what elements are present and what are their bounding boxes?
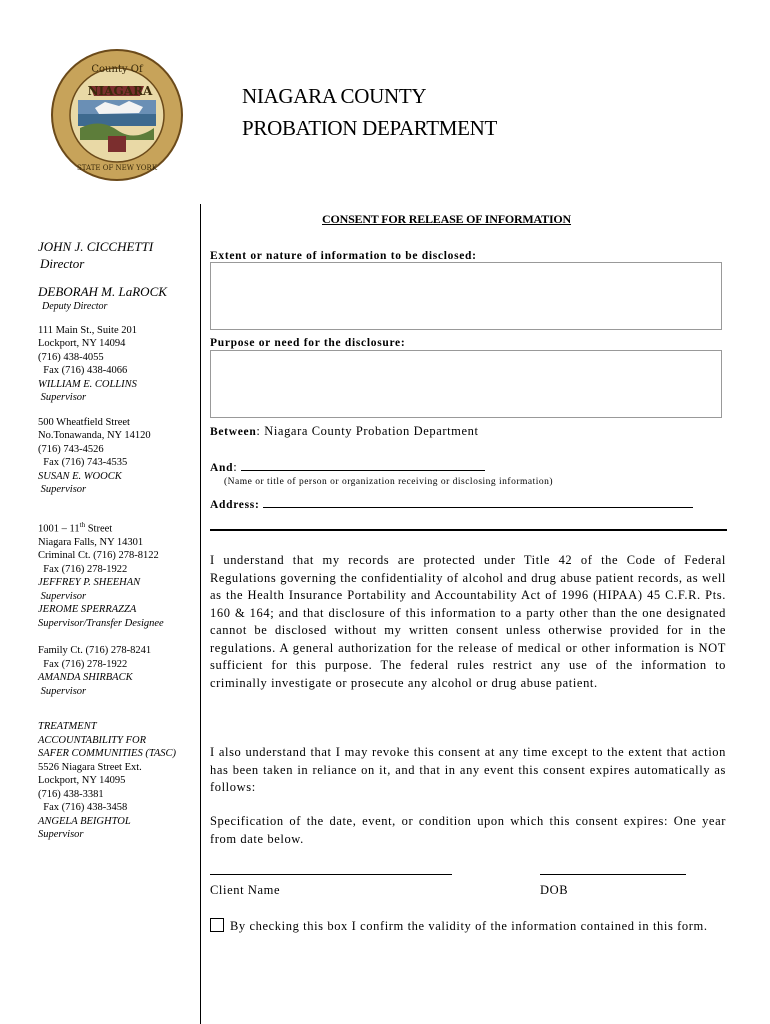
office-tasc	[38, 720, 198, 842]
address-line: No.Tonawanda, NY 14120	[38, 430, 151, 441]
section-divider	[210, 529, 727, 531]
fax-line: Fax (716) 438-4066	[38, 365, 128, 376]
program-name: TREATMENT	[38, 721, 97, 732]
fax-line: Fax (716) 278-1922	[38, 563, 128, 575]
sidebar-directory	[38, 238, 198, 842]
and-label: And	[210, 462, 234, 474]
between-label: Between	[210, 426, 257, 438]
office-tonawanda	[38, 416, 198, 497]
address-line: 5526 Niagara Street Ext.	[38, 761, 142, 773]
extent-label: Extent or nature of information to be disclosed:	[210, 250, 477, 262]
confirm-checkbox[interactable]	[210, 918, 224, 932]
office-lockport	[38, 324, 198, 405]
director-name: JOHN J. CICCHETTI	[38, 239, 154, 254]
street-name: Street	[85, 523, 113, 534]
supervisor-title: Supervisor/Transfer Designee	[38, 617, 164, 629]
and-input-line[interactable]	[241, 458, 485, 471]
address-line: Lockport, NY 14095	[38, 775, 126, 786]
fax-line: Fax (716) 438-3458	[38, 802, 128, 813]
supervisor-title: Supervisor	[38, 484, 87, 495]
supervisor-name: JEFFREY P. SHEEHAN	[38, 577, 141, 588]
seal-text-bottom: STATE OF NEW YORK	[76, 164, 158, 172]
purpose-field[interactable]	[210, 350, 722, 418]
client-name-line[interactable]	[210, 866, 452, 875]
address-row	[210, 497, 726, 512]
supervisor-title: Supervisor	[38, 392, 87, 403]
phone-line: (716) 743-4526	[38, 443, 104, 455]
county-seal-logo	[50, 48, 184, 182]
address-line: 500 Wheatfield Street	[38, 416, 130, 428]
confirm-row	[210, 918, 726, 936]
address-label: Address:	[210, 499, 260, 511]
program-name: ACCOUNTABILITY FOR	[38, 734, 147, 746]
sidebar-divider	[200, 204, 201, 1024]
phone-line: (716) 438-3381	[38, 788, 104, 800]
address-line: Lockport, NY 14094	[38, 338, 126, 349]
extent-field[interactable]	[210, 262, 722, 330]
department-name-line2: PROBATION DEPARTMENT	[242, 116, 498, 140]
revocation-paragraph: I also understand that I may revoke this consent at any time except to the extent that action has been taken in reliance on it, and that in any event this consent expires automatically as follows:	[210, 745, 726, 794]
form-title: CONSENT FOR RELEASE OF INFORMATION	[322, 212, 572, 226]
confirm-text: By checking this box I confirm the validity of the information contained in this form.	[230, 919, 708, 933]
office-niagara-falls	[38, 519, 198, 631]
seal-text-mid: NIAGARA	[87, 84, 153, 98]
seal-text-top: County Of	[91, 64, 143, 75]
client-name-label: Client Name	[210, 883, 281, 897]
phone-line: Criminal Ct. (716) 278-8122	[38, 550, 159, 561]
phone-line: Family Ct. (716) 278-8241	[38, 645, 152, 656]
between-row	[210, 424, 726, 439]
street-suffix: th	[79, 520, 86, 529]
supervisor-name: SUSAN E. WOOCK	[38, 470, 122, 482]
fax-line: Fax (716) 278-1922	[38, 658, 128, 670]
dob-line[interactable]	[540, 866, 686, 875]
deputy-name: DEBORAH M. LaROCK	[38, 284, 167, 299]
supervisor-name: ANGELA BEIGHTOL	[38, 815, 131, 827]
rights-paragraph: I understand that my records are protected under Title 42 of the Code of Federal Regulations governing the confidentiality of alcohol and drug abuse patient records, as well as the Health Insurance Portability and Accountability Act of 1996 (HIPAA) 45 C.F.R. Pts. 160 & 164; and that disclosure of this information to a party other than the one designated cannot be disclosed without my written consent unless otherwise provided for in the regulations. A general authorization for the release of medical or other information is NOT sufficient for this purpose. The federal rules restrict any use of the information to criminally investigate or prosecute any alcohol or drug abuse patient.	[210, 553, 726, 690]
address-line: Niagara Falls, NY 14301	[38, 536, 144, 548]
phone-line: (716) 438-4055	[38, 351, 104, 363]
department-name-line1: NIAGARA COUNTY	[242, 84, 427, 108]
fax-line: Fax (716) 743-4535	[38, 457, 128, 468]
supervisor-title: Supervisor	[38, 685, 87, 697]
supervisor-name: WILLIAM E. COLLINS	[38, 378, 137, 390]
and-hint: (Name or title of person or organization receiving or disclosing information)	[224, 477, 554, 487]
deputy-title: Deputy Director	[42, 301, 108, 312]
and-colon: :	[233, 460, 238, 474]
program-name: SAFER COMMUNITIES (TASC)	[38, 748, 177, 759]
supervisor-title: Supervisor	[38, 590, 87, 602]
address-line: 111 Main St., Suite 201	[38, 324, 137, 336]
street-number: 1001 – 11	[38, 523, 80, 534]
and-row	[210, 458, 726, 475]
dob-label: DOB	[540, 883, 569, 897]
supervisor-name: AMANDA SHIRBACK	[38, 672, 133, 683]
office-family-court	[38, 644, 198, 698]
between-value: : Niagara County Probation Department	[256, 424, 479, 438]
supervisor-name: JEROME SPERRAZZA	[38, 604, 137, 615]
address-input-line[interactable]	[263, 497, 693, 508]
supervisor-title: Supervisor	[38, 829, 84, 840]
director-title: Director	[40, 256, 85, 271]
expiration-paragraph: Specification of the date, event, or condition upon which this consent expires: One year from date below.	[210, 814, 726, 846]
purpose-label: Purpose or need for the disclosure:	[210, 337, 406, 349]
address-line	[38, 519, 198, 536]
